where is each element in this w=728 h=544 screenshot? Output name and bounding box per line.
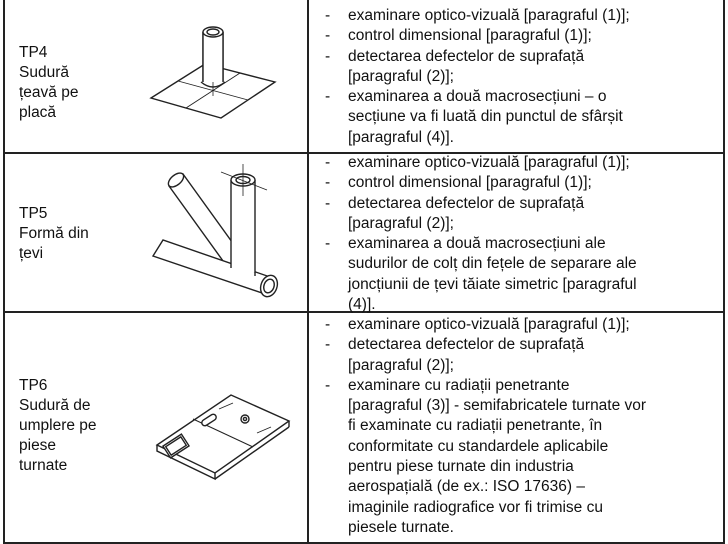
item-text: [paragraful (2)]; — [348, 67, 454, 85]
specimen-title-line: piese — [19, 437, 57, 454]
bullet-dash: - — [325, 7, 331, 24]
test-requirements — [316, 153, 716, 315]
specimen-label — [19, 204, 89, 264]
list-item — [316, 376, 716, 538]
item-text: detectarea defectelor de suprafață — [348, 194, 585, 212]
bullet-dash: - — [325, 27, 331, 45]
specimen-title-line: Sudură de — [19, 397, 91, 414]
item-text: aerospațială (de ex.: ISO 17636) – — [348, 478, 585, 496]
item-text: examinare optico-vizuală [paragraful (1)]; — [348, 154, 630, 171]
bullet-dash: - — [325, 88, 331, 106]
specimen-label — [19, 376, 97, 476]
table-row-tp5 — [3, 152, 725, 314]
list-item — [316, 26, 716, 46]
item-text: joncțiunii de țevi tăiate simetric [paragraful — [348, 275, 637, 293]
bullet-dash: - — [325, 174, 331, 192]
list-item — [316, 47, 716, 88]
item-text: fi examinate cu radiații penetrante, în — [348, 417, 603, 435]
item-text: examinarea a două macrosecțiuni – o — [348, 88, 607, 106]
item-text: examinare cu radiații penetrante — [348, 376, 570, 394]
specimen-code: TP6 — [19, 377, 48, 394]
item-text: examinare optico-vizuală [paragraful (1)]; — [348, 7, 630, 24]
item-text: [paragraful (3)] - semifabricatele turnate vor — [348, 397, 647, 415]
specimen-code: TP5 — [19, 205, 48, 222]
table-row-tp6 — [3, 311, 725, 542]
bullet-dash: - — [325, 194, 331, 212]
specimen-title-line: placă — [19, 104, 57, 121]
list-item — [316, 87, 716, 148]
item-text: detectarea defectelor de suprafață — [348, 47, 585, 65]
list-item — [316, 153, 716, 173]
specimen-title-line: Formă din — [19, 225, 89, 242]
item-text: imaginile radiografice vor fi trimise cu — [348, 498, 603, 516]
bullet-dash: - — [325, 47, 331, 65]
tube-joint-drawing — [143, 160, 293, 300]
item-text: control dimensional [paragraful (1)]; — [348, 27, 592, 45]
specimen-title-line: Sudură — [19, 64, 69, 81]
specimen-title-line: țevi — [19, 245, 44, 262]
list-item — [316, 6, 716, 26]
specimen-title-line: turnate — [19, 457, 68, 474]
item-text: [paragraful (2)]; — [348, 214, 454, 232]
specimen-title-line: țeavă pe — [19, 84, 79, 101]
test-requirements — [316, 6, 716, 148]
item-text: pentru piese turnate din industria — [348, 458, 574, 476]
list-item — [316, 194, 716, 235]
item-text: secțiune va fi luată din punctul de sfârșit — [348, 108, 623, 126]
list-item — [316, 315, 716, 335]
item-text: piesele turnate. — [348, 518, 454, 536]
item-text: sudurilor de colț din fețele de separare ale — [348, 255, 637, 273]
table-row-tp4 — [3, 0, 725, 152]
test-requirements — [316, 315, 716, 538]
item-text: conformitate cu standardele aplicabile — [348, 437, 609, 455]
item-text: (4)]. — [348, 296, 376, 314]
list-item — [316, 335, 716, 376]
list-item — [316, 234, 716, 315]
bullet-dash: - — [325, 235, 331, 253]
item-text: examinare optico-vizuală [paragraful (1)]; — [348, 316, 630, 333]
specimen-label — [19, 43, 78, 123]
bullet-dash: - — [325, 154, 331, 171]
bullet-dash: - — [325, 376, 331, 394]
weld-test-table — [3, 0, 725, 544]
item-text: [paragraful (4)]. — [348, 128, 454, 146]
specimen-title-line: umplere pe — [19, 417, 97, 434]
bullet-dash: - — [325, 316, 331, 333]
item-text: examinarea a două macrosecțiuni ale — [348, 235, 606, 253]
specimen-code: TP4 — [19, 44, 48, 61]
item-text: detectarea defectelor de suprafață — [348, 336, 585, 354]
item-text: control dimensional [paragraful (1)]; — [348, 174, 592, 192]
item-text: [paragraful (2)]; — [348, 356, 454, 374]
casting-plate-drawing — [153, 381, 293, 481]
list-item — [316, 173, 716, 193]
bullet-dash: - — [325, 336, 331, 354]
pipe-on-plate-drawing — [143, 20, 283, 132]
